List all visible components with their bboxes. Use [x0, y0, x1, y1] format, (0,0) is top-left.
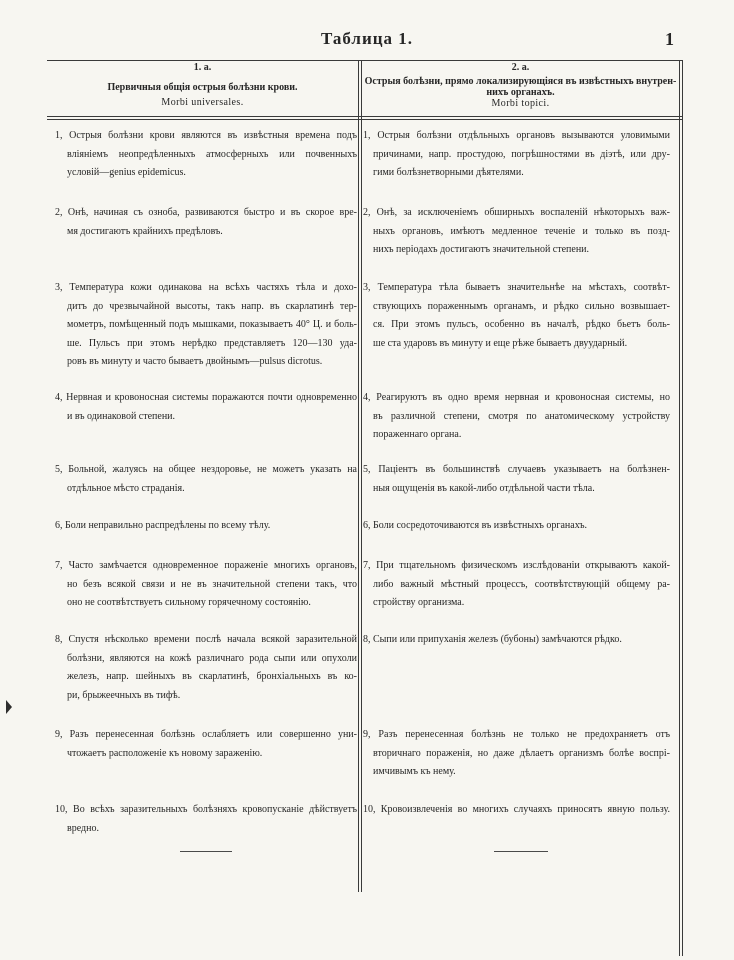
cell-text-line: ше ста ударовъ въ минуту и еще рѣже бываетъ двуударный.	[373, 337, 628, 349]
cell-text-line: оно не соотвѣтствуетъ сильному горячечному состоянію.	[67, 597, 311, 608]
cell-text-line: 6, Боли сосредоточиваются въ извѣстныхъ органахъ.	[363, 520, 587, 531]
column-heading: нихъ органахъ.	[486, 87, 555, 98]
right-column-cell	[363, 557, 670, 613]
cell-text-line: 6, Боли неправильно распредѣлены по всему тѣлу.	[55, 520, 271, 531]
left-column-cell	[55, 801, 357, 838]
table-right-border	[679, 60, 680, 956]
cell-text-line: имчивымъ къ нему.	[373, 766, 456, 777]
cell-text-line: 9, Разъ перенесенная болѣзнь ослабляетъ или совершенно уни-	[55, 729, 357, 740]
column-latin-name: Morbi topici.	[491, 98, 550, 109]
cell-text-line: 1, Острыя болѣзни крови являются въ извѣстныя времена подъ	[55, 130, 357, 141]
left-column-cell	[55, 461, 357, 498]
right-column-cell	[363, 279, 670, 353]
left-column-cell	[55, 279, 357, 372]
cell-text-line: 3, Температура тѣла бываетъ значительнѣе на мѣстахъ, соотвѣт-	[363, 282, 670, 293]
column-divider	[361, 60, 362, 892]
left-column-cell	[55, 517, 357, 536]
page-title: Таблица 1.	[320, 29, 414, 48]
column-header-general	[47, 0, 358, 116]
right-column-cell	[363, 389, 670, 445]
cell-text-line: ше. Пульсъ при этомъ нерѣдко представляетъ 120—130 уда-	[67, 337, 357, 349]
table-right-border	[682, 60, 683, 956]
left-column-cell	[55, 204, 357, 241]
cell-text-line: 2, Онѣ, начиная съ озноба, развиваются быстро и въ скорое вре-	[55, 207, 357, 218]
column-latin-name: Morbi universales.	[161, 97, 244, 108]
left-column-cell	[55, 389, 357, 426]
cell-text-line: 10, Во всѣхъ заразительныхъ болѣзняхъ кровопусканіе дѣйствуетъ	[55, 804, 357, 815]
right-column-cell	[363, 631, 670, 650]
cell-text-line: 1, Острыя болѣзни отдѣльныхъ органовъ вызываются уловимыми	[363, 130, 670, 141]
cell-text-line: ся. При этомъ пульсъ, особенно въ началѣ, рѣдко бьетъ боль-	[373, 319, 670, 330]
left-column-cell	[55, 726, 357, 763]
left-column-cell	[55, 127, 357, 183]
cell-text-line: ныя ощущенія въ какой-либо отдѣльной части тѣла.	[373, 482, 595, 494]
cell-text-line: ри, брыжеечныхъ въ тифѣ.	[67, 689, 181, 701]
cell-text-line: 9, Разъ перенесенная болѣзнь не только не предохраняетъ отъ	[363, 729, 670, 740]
cell-text-line: 7, Часто замѣчается одновременное пораженіе многихъ органовъ,	[55, 560, 357, 571]
closing-dash	[180, 851, 232, 852]
header-separator	[47, 116, 683, 117]
column-heading: Первичныя общія острыя болѣзни крови.	[107, 82, 298, 93]
right-column-cell	[363, 801, 670, 820]
cell-text-line: стройству организма.	[373, 597, 465, 608]
scan-artifact	[6, 700, 12, 714]
right-column-cell	[363, 517, 670, 536]
cell-text-line: въ различной степени, смотря по анатомическому устройству	[373, 410, 670, 422]
cell-text-line: и въ одинаковой степени.	[67, 410, 176, 422]
right-column-cell	[363, 127, 670, 183]
cell-text-line: 5, Больной, жалуясь на общее нездоровье, не можетъ указать на	[55, 464, 357, 475]
cell-text-line: ствующихъ пораженнымъ органамъ, и рѣдко сильно возвышает-	[373, 300, 670, 312]
cell-text-line: 8, Сыпи или припуханія железъ (бубоны) замѣчаются рѣдко.	[363, 634, 622, 645]
column-number: 2. а.	[511, 62, 530, 73]
column-number: 1. а.	[193, 62, 212, 73]
cell-text-line: 4, Реагируютъ въ одно время нервная и кровоносная системы, но	[363, 392, 670, 403]
left-column-cell	[55, 557, 357, 613]
cell-text-line: ныхъ органовъ, имѣютъ медленное теченіе и только въ позд-	[373, 225, 670, 237]
closing-dash	[494, 851, 548, 852]
column-divider	[358, 60, 359, 892]
cell-text-line: железъ, напр. шейныхъ въ скарлатинѣ, бронхіальныхъ въ ко-	[67, 671, 357, 682]
cell-text-line: 7, При тщательномъ физическомъ изслѣдованіи открываютъ какой-	[363, 560, 670, 571]
cell-text-line: 3, Температура кожи одинакова на всѣхъ частяхъ тѣла и дохо-	[55, 282, 357, 293]
cell-text-line: 8, Спустя нѣсколько времени послѣ начала всякой заразительной	[55, 634, 357, 645]
column-header-local	[362, 0, 679, 116]
right-column-cell	[363, 204, 670, 260]
cell-text-line: пораженнаго органа.	[373, 429, 462, 440]
cell-text-line: 4, Нервная и кровоносная системы поражаются почти одновременно	[55, 392, 357, 403]
page-number: 1	[665, 29, 674, 49]
cell-text-line: вторичнаго пораженія, но даже дѣлаетъ организмъ болѣе воспрі-	[373, 747, 670, 759]
cell-text-line: гими болѣзнетворными дѣятелями.	[373, 167, 524, 178]
cell-text-line: вредно.	[67, 822, 99, 834]
cell-text-line: мометръ, помѣщенный подъ мышками, показываетъ 40° Ц. и боль-	[67, 319, 357, 330]
cell-text-line: болѣзни, являются на кожѣ различнаго рода сыпи или опухоли	[67, 652, 357, 664]
left-column-cell	[55, 631, 357, 705]
cell-text-line: чтожаетъ расположеніе къ новому зараженію.	[67, 747, 263, 759]
right-column-cell	[363, 461, 670, 498]
cell-text-line: отдѣльное мѣсто страданія.	[67, 482, 185, 494]
right-column-cell	[363, 726, 670, 782]
cell-text-line: условій—genius epidemicus.	[67, 167, 186, 178]
cell-text-line: причинами, напр. простудою, погрѣшностями въ діэтѣ, или дру-	[373, 148, 670, 160]
cell-text-line: 10, Кровоизвлеченія во многихъ случаяхъ приносятъ явную пользу.	[363, 804, 670, 815]
cell-text-line: либо важный мѣстный процессъ, соотвѣтствующій общему ра-	[373, 578, 670, 590]
cell-text-line: 5, Паціентъ въ большинствѣ случаевъ указываетъ на болѣзнен-	[363, 464, 670, 475]
cell-text-line: мя достигаютъ крайнихъ предѣловъ.	[67, 225, 223, 237]
header-separator	[47, 119, 683, 120]
cell-text-line: вліяніемъ неопредѣленныхъ атмосферныхъ или почвенныхъ	[67, 148, 357, 160]
cell-text-line: дитъ до чрезвычайной высоты, такъ напр. въ скарлатинѣ тер-	[67, 300, 357, 312]
column-heading: Острыя болѣзни, прямо локализирующіяся въ извѣстныхъ внутрен-	[364, 76, 677, 87]
cell-text-line: но безъ всякой связи и не въ значительной степени такъ, что	[67, 578, 357, 590]
cell-text-line: нихъ періодахъ достигаютъ значительной степени.	[373, 244, 590, 255]
cell-text-line: 2, Онѣ, за исключеніемъ обширныхъ воспаленій нѣкоторыхъ важ-	[363, 207, 670, 218]
cell-text-line: ровъ въ минуту и часто бываетъ двойнымъ—pulsus dicrotus.	[67, 356, 323, 367]
